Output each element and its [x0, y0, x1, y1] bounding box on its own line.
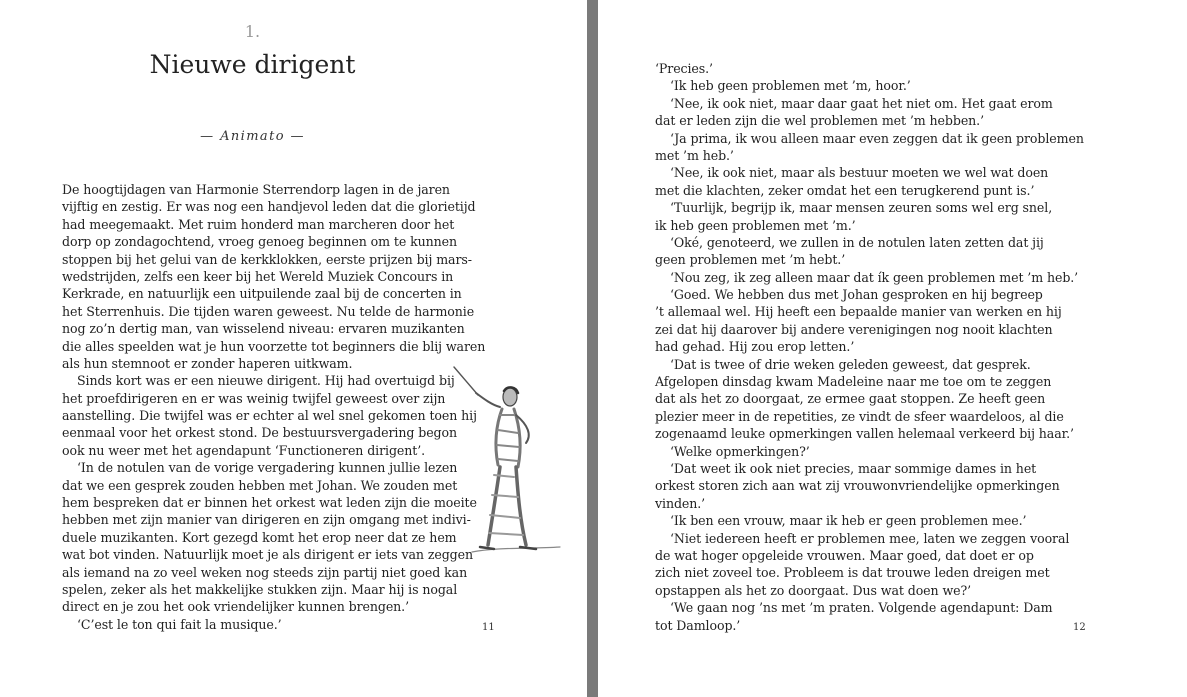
text-line: hem bespreken dat er binnen het orkest wat leden zijn die moeite [62, 495, 477, 511]
page-number: 12 [1073, 622, 1086, 633]
tempo-marking: — Animato — [200, 129, 305, 144]
text-line: ‘Welke opmerkingen?’ [670, 443, 810, 459]
text-line: ‘In de notulen van de vorige vergadering kunnen jullie lezen [77, 460, 458, 476]
text-line: aanstelling. Die twijfel was er echter al wel snel gekomen toen hij [62, 408, 477, 424]
text-line: als hun stemnoot er zonder haperen uitkwam. [62, 355, 353, 371]
text-line: vinden.’ [655, 495, 706, 511]
text-line: vijftig en zestig. Er was nog een handjevol leden dat die glorietijd [62, 199, 476, 215]
text-line: had gehad. Hij zou erop letten.’ [655, 339, 855, 355]
text-line: ‘Goed. We hebben dus met Johan gesproken en hij begreep [670, 287, 1043, 303]
text-line: ‘Tuurlijk, begrijp ik, maar mensen zeuren soms wel erg snel, [670, 200, 1053, 216]
text-line: ‘Dat weet ik ook niet precies, maar sommige dames in het [670, 460, 1037, 476]
chapter-title: Nieuwe dirigent [149, 50, 356, 79]
text-line: ‘Ik ben een vrouw, maar ik heb er geen problemen mee.’ [670, 513, 1027, 529]
text-line: ‘Nee, ik ook niet, maar daar gaat het niet om. Het gaat erom [670, 95, 1053, 111]
text-line: tot Damloop.’ [655, 617, 741, 633]
text-line: ‘Nee, ik ook niet, maar als bestuur moeten we wel wat doen [670, 165, 1049, 181]
text-line: ‘Niet iedereen heeft er problemen mee, laten we zeggen vooral [670, 530, 1070, 546]
text-line: dat als het zo doorgaat, ze ermee gaat stoppen. Ze heeft geen [655, 391, 1046, 407]
text-line: eenmaal voor het orkest stond. De bestuursvergadering begon [62, 425, 457, 441]
text-line: De hoogtijdagen van Harmonie Sterrendorp lagen in de jaren [62, 182, 450, 197]
text-line: ook nu weer met het agendapunt ‘Functioneren dirigent’. [62, 442, 426, 458]
text-line: ’t allemaal wel. Hij heeft een bepaalde manier van werken en hij [655, 304, 1062, 320]
text-line: ‘Ja prima, ik wou alleen maar even zeggen dat ik geen problemen [670, 130, 1084, 146]
text-line: ‘Oké, genoteerd, we zullen in de notulen laten zetten dat jij [670, 234, 1044, 250]
page-gutter [587, 0, 598, 697]
text-line: het Sterrenhuis. Die tijden waren geweest. Nu telde de harmonie [62, 303, 475, 319]
text-line: duele muzikanten. Kort gezegd komt het erop neer dat ze hem [62, 529, 457, 545]
page-number: 11 [482, 622, 495, 633]
text-line: zich niet zoveel toe. Probleem is dat trouwe leden dreigen met [655, 565, 1050, 581]
text-line: die alles speelden wat je hun voorzette tot beginners die blij waren [62, 338, 486, 354]
text-line: met ’m heb.’ [655, 147, 734, 163]
text-line: ‘Dat is twee of drie weken geleden geweest, dat gesprek. [670, 356, 1031, 372]
text-line: ik heb geen problemen met ’m.’ [655, 217, 856, 233]
left-page [0, 0, 587, 697]
text-line: hebben met zijn manier van dirigeren en zijn omgang met indivi- [62, 512, 471, 528]
text-line: ‘Ik heb geen problemen met ’m, hoor.’ [670, 78, 911, 94]
text-line: orkest storen zich aan wat zij vrouwonvriendelijke opmerkingen [655, 478, 1060, 494]
text-line: het proefdirigeren en er was weinig twijfel geweest over zijn [62, 390, 446, 406]
text-line: wat bot vinden. Natuurlijk moet je als dirigent er iets van zeggen [62, 547, 473, 563]
text-line: direct en je zou het ook vriendelijker kunnen brengen.’ [62, 599, 409, 615]
text-line: dat er leden zijn die wel problemen met ’m hebben.’ [655, 113, 984, 129]
right-page [598, 0, 1187, 697]
right-body-text [655, 60, 1084, 634]
text-line: met die klachten, zeker omdat het een terugkerend punt is.’ [655, 182, 1035, 198]
text-line: wedstrijden, zelfs een keer bij het Wereld Muziek Concours in [62, 268, 454, 284]
text-line: plezier meer in de repetities, ze vindt de sfeer waardeloos, al die [655, 408, 1064, 424]
text-line: Kerkrade, en natuurlijk een uitpuilende zaal bij de concerten in [62, 286, 462, 302]
chapter-number: 1. [244, 22, 261, 41]
text-line: dat we een gesprek zouden hebben met Johan. We zouden met [62, 477, 458, 493]
text-line: als iemand na zo veel weken nog steeds zijn partij niet goed kan [62, 564, 468, 580]
text-line: ‘We gaan nog ’ns met ’m praten. Volgende agendapunt: Dam [670, 600, 1053, 616]
text-line: ‘C’est le ton qui fait la musique.’ [77, 616, 282, 632]
text-line: Sinds kort was er een nieuwe dirigent. Hij had overtuigd bij [77, 373, 455, 389]
text-line: geen problemen met ’m hebt.’ [655, 252, 846, 268]
text-line: stoppen bij het gelui van de kerkklokken, eerste prijzen bij mars- [62, 251, 472, 267]
text-line: opstappen als het zo doorgaat. Dus wat doen we?’ [655, 582, 972, 598]
conductor-sketch-icon [448, 355, 568, 565]
left-body-text [62, 181, 485, 633]
text-line: zei dat hij daarover bij andere verenigingen nog nooit klachten [655, 321, 1053, 337]
text-line: had meegemaakt. Met ruim honderd man marcheren door het [62, 216, 455, 232]
text-line: ‘Precies.’ [655, 61, 713, 76]
text-line: de wat hoger opgeleide vrouwen. Maar goed, dat doet er op [655, 547, 1034, 563]
text-line: Afgelopen dinsdag kwam Madeleine naar me toe om te zeggen [655, 374, 1052, 390]
text-line: spelen, zeker als het makkelijke stukken zijn. Maar hij is nogal [62, 581, 458, 597]
text-line: zogenaamd leuke opmerkingen vallen helemaal verkeerd bij haar.’ [655, 426, 1074, 442]
text-line: ‘Nou zeg, ik zeg alleen maar dat ík geen problemen met ’m heb.’ [670, 269, 1079, 285]
text-line: nog zo’n dertig man, van wisselend niveau: ervaren muzikanten [62, 321, 465, 337]
text-line: dorp op zondagochtend, vroeg genoeg beginnen om te kunnen [62, 234, 458, 250]
